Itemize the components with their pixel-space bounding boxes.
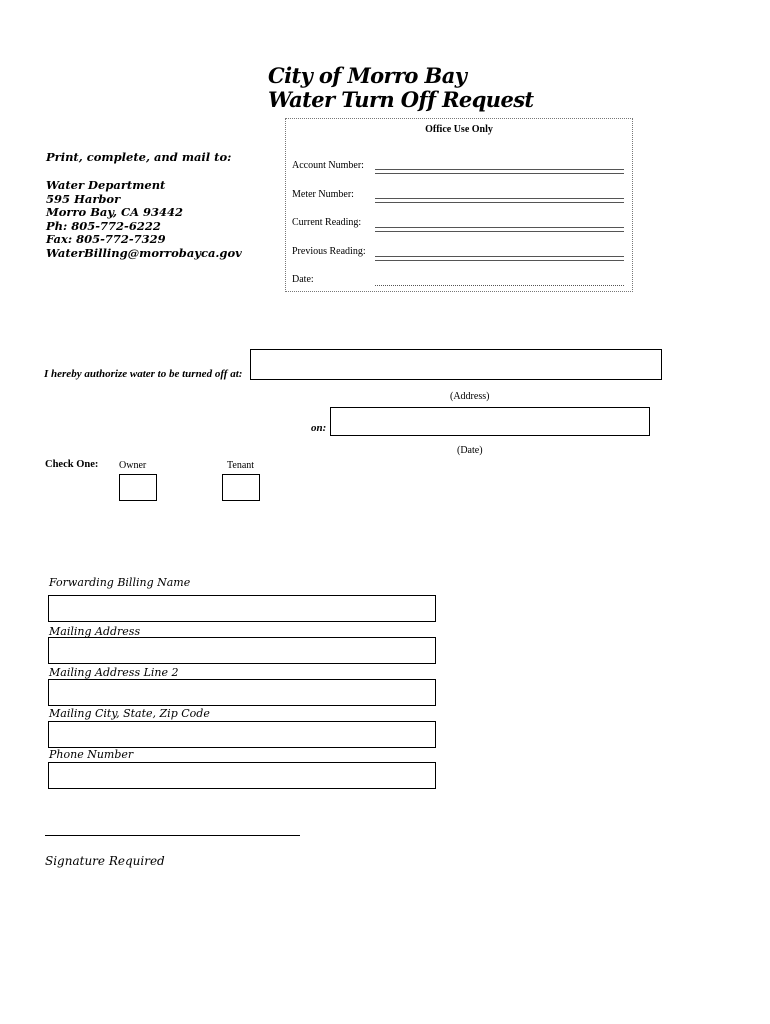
- current-reading-line[interactable]: [375, 227, 624, 232]
- office-date-label: Date:: [292, 274, 314, 285]
- office-use-title: Office Use Only: [425, 124, 493, 135]
- current-reading-label: Current Reading:: [292, 217, 362, 228]
- forwarding-name-label: Forwarding Billing Name: [49, 576, 191, 589]
- account-number-line[interactable]: [375, 169, 624, 174]
- account-number-label: Account Number:: [292, 160, 364, 171]
- authorization-label: I hereby authorize water to be turned off at:: [44, 368, 243, 380]
- mailing-city-state-zip-input[interactable]: [48, 721, 436, 748]
- check-one-label: Check One:: [45, 459, 99, 470]
- address-caption: (Address): [450, 391, 490, 402]
- date-input[interactable]: [330, 407, 650, 436]
- phone-number-input[interactable]: [48, 762, 436, 789]
- phone-number-label: Phone Number: [49, 748, 134, 761]
- mail-instructions: Print, complete, and mail to:: [46, 150, 232, 164]
- mailing-address-input[interactable]: [48, 637, 436, 664]
- office-use-box: [285, 118, 633, 292]
- date-caption: (Date): [457, 445, 483, 456]
- contact-line-city: Morro Bay, CA 93442: [46, 205, 184, 220]
- tenant-checkbox[interactable]: [222, 474, 260, 501]
- forwarding-name-input[interactable]: [48, 595, 436, 622]
- mailing-address-line2-label: Mailing Address Line 2: [49, 666, 179, 679]
- contact-line-email: WaterBilling@morrobayca.gov: [46, 245, 242, 260]
- form-title-line2: Water Turn Off Request: [268, 87, 534, 112]
- contact-line-street: 595 Harbor: [46, 191, 121, 206]
- mailing-address-label: Mailing Address: [49, 625, 141, 638]
- signature-line[interactable]: [45, 835, 300, 836]
- office-date-line[interactable]: [375, 285, 624, 286]
- address-input[interactable]: [250, 349, 662, 380]
- owner-label: Owner: [119, 460, 147, 471]
- on-label: on:: [311, 422, 327, 434]
- contact-address: [46, 179, 242, 261]
- previous-reading-line[interactable]: [375, 256, 624, 261]
- signature-label: Signature Required: [45, 854, 165, 868]
- form-title-line1: City of Morro Bay: [268, 63, 467, 88]
- contact-line-fax: Fax: 805-772-7329: [46, 232, 166, 247]
- meter-number-label: Meter Number:: [292, 189, 354, 200]
- mailing-city-state-zip-label: Mailing City, State, Zip Code: [49, 707, 210, 720]
- meter-number-line[interactable]: [375, 198, 624, 203]
- contact-line-department: Water Department: [46, 178, 166, 192]
- previous-reading-label: Previous Reading:: [292, 246, 366, 257]
- owner-checkbox[interactable]: [119, 474, 157, 501]
- contact-line-phone: Ph: 805-772-6222: [46, 218, 161, 233]
- mailing-address-line2-input[interactable]: [48, 679, 436, 706]
- tenant-label: Tenant: [227, 460, 255, 471]
